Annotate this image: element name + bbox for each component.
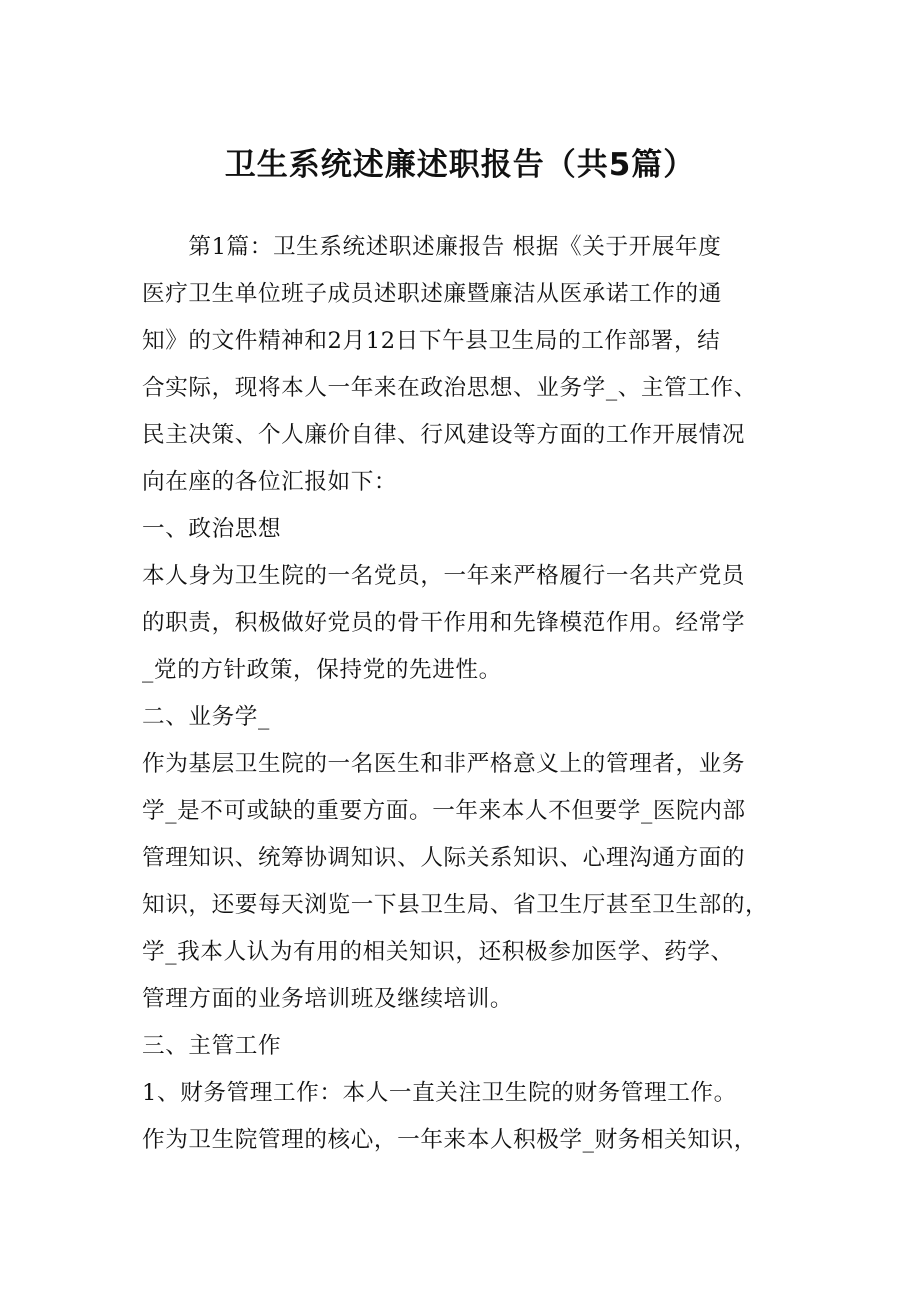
paragraph-line-8: 本人身为卫生院的一名党员，一年来严格履行一名共产党员: [142, 563, 746, 589]
paragraph-line-5: 民主决策、个人廉价自律、行风建设等方面的工作开展情况: [142, 422, 746, 448]
paragraph-line-20: 作为卫生院管理的核心，一年来本人积极学_财务相关知识，: [142, 1127, 757, 1153]
document-body: [142, 224, 792, 1164]
paragraph-line-15: 知识，还要每天浏览一下县卫生局、省卫生厅甚至卫生部的，: [142, 892, 769, 918]
document-title: 卫生系统述廉述职报告（共5篇）: [224, 147, 696, 183]
paragraph-line-12: 作为基层卫生院的一名医生和非严格意义上的管理者，业务: [142, 751, 746, 777]
section-heading-study: 二、业务学_: [142, 704, 270, 730]
paragraph-line-10: _党的方针政策，保持党的先进性。: [142, 657, 502, 683]
paragraph-line-19: 1、财务管理工作：本人一直关注卫生院的财务管理工作。: [142, 1080, 737, 1106]
paragraph-line-2: 医疗卫生单位班子成员述职述廉暨廉洁从医承诺工作的通: [142, 281, 722, 307]
paragraph-line-3: 知》的文件精神和2月12日下午县卫生局的工作部署，结: [142, 328, 721, 354]
paragraph-line-16: 学_我本人认为有用的相关知识，还积极参加医学、药学、: [142, 939, 734, 965]
paragraph-line-6: 向在座的各位汇报如下：: [142, 469, 398, 495]
paragraph-line-4: 合实际，现将本人一年来在政治思想、业务学_、主管工作、: [142, 375, 757, 401]
paragraph-line-1: 第1篇：卫生系统述职述廉报告 根据《关于开展年度: [142, 234, 722, 260]
paragraph-line-9: 的职责，积极做好党员的骨干作用和先锋模范作用。经常学: [142, 610, 746, 636]
section-heading-political: 一、政治思想: [142, 516, 282, 542]
paragraph-line-17: 管理方面的业务培训班及继续培训。: [142, 986, 514, 1012]
section-heading-management: 三、主管工作: [142, 1033, 282, 1059]
paragraph-line-13: 学_是不可或缺的重要方面。一年来本人不但要学_医院内部: [142, 798, 746, 824]
paragraph-line-14: 管理知识、统筹协调知识、人际关系知识、心理沟通方面的: [142, 845, 746, 871]
